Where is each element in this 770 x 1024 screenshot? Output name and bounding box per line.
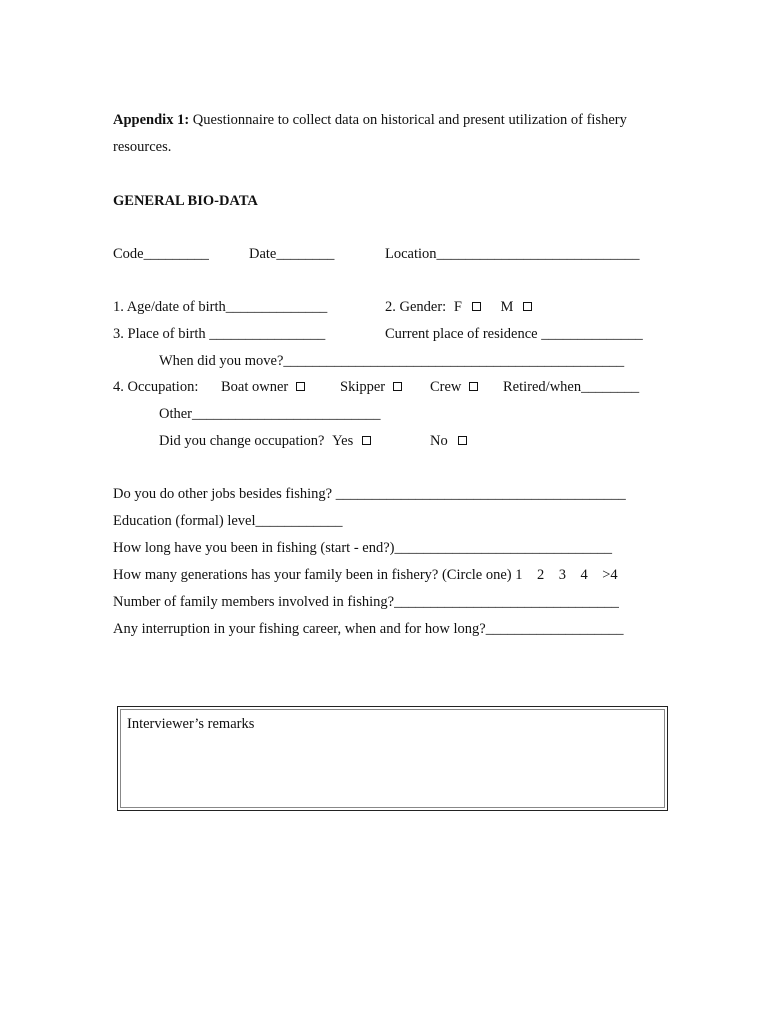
change-occupation-label: Did you change occupation? xyxy=(159,433,325,449)
occupation-label: 4. Occupation: xyxy=(113,379,199,395)
question-fishing-duration[interactable]: How long have you been in fishing (start - end?)______________________________ xyxy=(113,540,612,556)
gender-female-label: F xyxy=(453,299,462,315)
age-field[interactable]: 1. Age/date of birth______________ xyxy=(113,299,328,315)
boat-owner-checkbox[interactable] xyxy=(296,382,305,391)
occupation-skipper xyxy=(340,379,402,395)
question-other-jobs[interactable]: Do you do other jobs besides fishing? ________________________________________ xyxy=(113,486,626,502)
interviewer-remarks-box[interactable] xyxy=(117,706,668,811)
change-occupation-yes-label: Yes xyxy=(332,433,354,449)
change-occupation-no xyxy=(430,433,467,449)
change-occupation-no-label: No xyxy=(430,433,448,449)
section-heading: GENERAL BIO-DATA xyxy=(113,193,258,209)
place-of-birth-field[interactable]: 3. Place of birth ________________ xyxy=(113,326,326,342)
gender-male-checkbox[interactable] xyxy=(523,302,532,311)
interviewer-remarks-label: Interviewer’s remarks xyxy=(127,716,255,732)
crew-label: Crew xyxy=(430,379,462,395)
change-occupation-yes-checkbox[interactable] xyxy=(362,436,371,445)
gender-label: 2. Gender: xyxy=(385,299,447,315)
question-family-members[interactable]: Number of family members involved in fishing?_______________________________ xyxy=(113,594,619,610)
gender-male-label: M xyxy=(500,299,514,315)
boat-owner-label: Boat owner xyxy=(221,379,289,395)
appendix-title-line1: Questionnaire to collect data on historical and present utilization of fishery xyxy=(192,112,627,128)
crew-checkbox[interactable] xyxy=(469,382,478,391)
occupation-boat-owner xyxy=(221,379,305,395)
other-occupation-field[interactable]: Other__________________________ xyxy=(159,406,381,422)
skipper-label: Skipper xyxy=(340,379,386,395)
location-field[interactable]: Location____________________________ xyxy=(385,246,640,262)
change-occupation-no-checkbox[interactable] xyxy=(458,436,467,445)
current-residence-field[interactable]: Current place of residence ______________ xyxy=(385,326,643,342)
question-generations[interactable]: How many generations has your family been in fishery? (Circle one) 1 2 3 4 >4 xyxy=(113,567,618,583)
date-field[interactable]: Date________ xyxy=(249,246,335,262)
when-move-field[interactable]: When did you move?_______________________________________________ xyxy=(159,353,625,369)
appendix-title-line2: resources. xyxy=(113,139,172,155)
retired-field[interactable]: Retired/when________ xyxy=(503,379,640,395)
occupation-crew xyxy=(430,379,478,395)
appendix-title xyxy=(113,112,627,128)
gender-female-checkbox[interactable] xyxy=(472,302,481,311)
skipper-checkbox[interactable] xyxy=(393,382,402,391)
code-field[interactable]: Code_________ xyxy=(113,246,209,262)
question-education[interactable]: Education (formal) level____________ xyxy=(113,513,343,529)
appendix-prefix: Appendix 1: xyxy=(113,112,190,128)
question-career-interruption[interactable]: Any interruption in your fishing career, when and for how long?___________________ xyxy=(113,621,624,637)
change-occupation-question xyxy=(159,433,371,449)
gender-question xyxy=(385,299,532,315)
